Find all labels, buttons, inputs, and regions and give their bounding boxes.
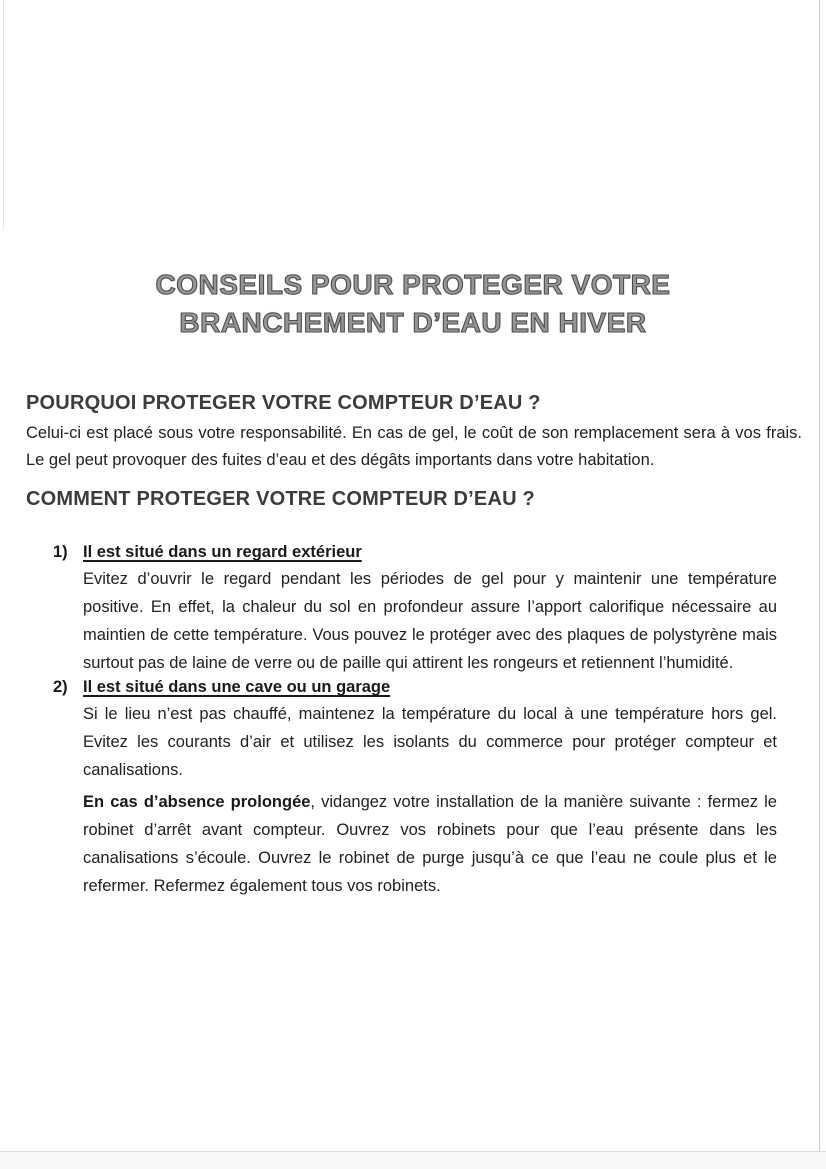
list-item-1-content bbox=[83, 540, 777, 677]
intro-paragraph: Celui-ci est placé sous votre responsabilité. En cas de gel, le coût de son remplacement sera à vos frais. Le gel peut provoquer des fuites d’eau et des dégâts importants dans votre habitation. bbox=[26, 424, 802, 469]
document-title-line-2: BRANCHEMENT D’EAU EN HIVER bbox=[179, 307, 647, 338]
absence-rest-text: , vidangez votre installation de la manière suivante : fermez le robinet d’arrêt avant compteur. Ouvrez vos robinets pour que l’eau présente dans les canalisations s’écoule. Ouvrez le robinet de purge jusqu’à ce que l’eau ne coule plus et le refermer. Refermez également tous vos robinets. bbox=[83, 793, 777, 895]
list-item-2-body: Si le lieu n’est pas chauffé, maintenez la température du local à une température hors gel. Evitez les courants d’air et utilisez les isolants du commerce pour protéger compteur et canalisations. bbox=[83, 705, 777, 779]
scan-edge-left bbox=[3, 0, 4, 230]
absence-bold-lead: En cas d’absence prolongée bbox=[83, 793, 311, 811]
document-title-line-1: CONSEILS POUR PROTEGER VOTRE bbox=[155, 269, 671, 300]
list-item-1-subheading: Il est situé dans un regard extérieur bbox=[83, 543, 362, 561]
scan-bottom-strip bbox=[0, 1152, 826, 1169]
section-heading-pourquoi: POURQUOI PROTEGER VOTRE COMPTEUR D’EAU ? bbox=[26, 392, 541, 414]
list-item-2-number: 2) bbox=[53, 678, 68, 696]
section-heading-comment: COMMENT PROTEGER VOTRE COMPTEUR D’EAU ? bbox=[26, 488, 535, 510]
list-item-2-content bbox=[83, 675, 777, 784]
absence-prolongee-paragraph bbox=[83, 788, 777, 900]
list-item-1-body: Evitez d’ouvrir le regard pendant les périodes de gel pour y maintenir une température positive. En effet, la chaleur du sol en profondeur assure l’apport calorifique nécessaire au maintien de cette température. Vous pouvez le protéger avec des plaques de polystyrène mais surtout pas de laine de verre ou de paille qui attirent les rongeurs et retiennent l’humidité. bbox=[83, 570, 777, 672]
scan-edge-right bbox=[819, 0, 820, 1152]
list-item-1-number: 1) bbox=[53, 543, 68, 561]
list-item-2-subheading: Il est situé dans une cave ou un garage bbox=[83, 678, 391, 696]
document-title bbox=[0, 266, 826, 342]
list-item-cave-garage bbox=[53, 675, 777, 784]
list-item-regard-exterieur bbox=[53, 540, 777, 677]
